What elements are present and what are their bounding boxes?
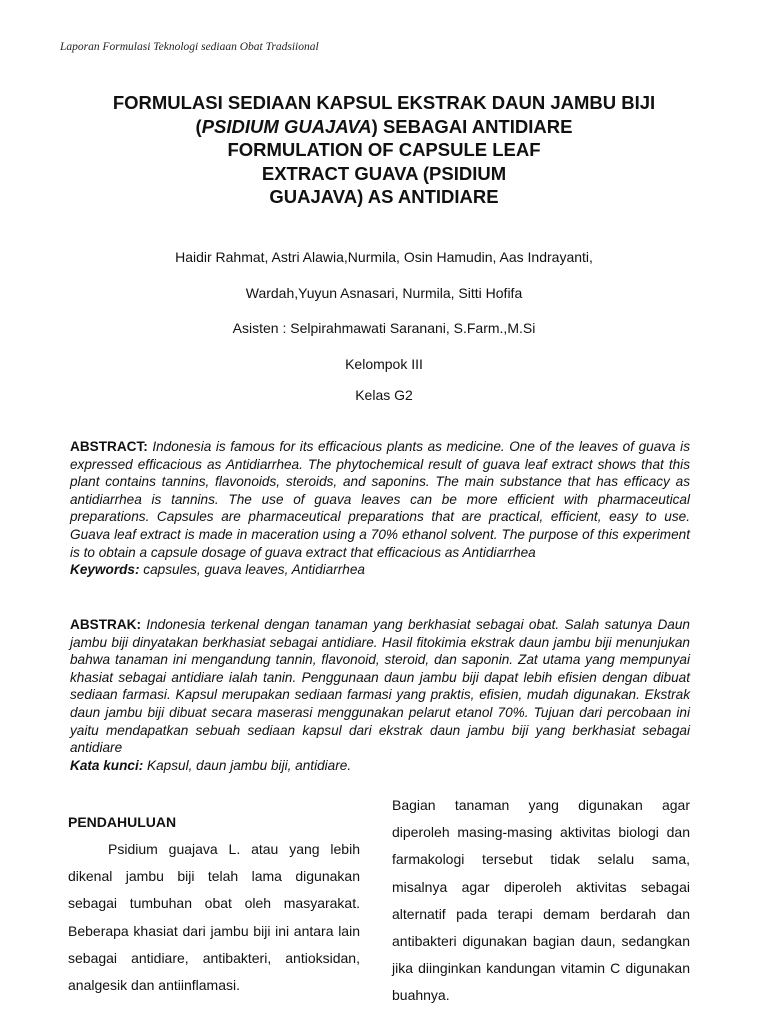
keywords-text: capsules, guava leaves, Antidiarrhea (139, 562, 365, 578)
abstract-indonesian (70, 616, 690, 774)
title-line-5: GUAJAVA) AS ANTIDIARE (269, 186, 499, 207)
title-line-3: FORMULATION OF CAPSULE LEAF (227, 139, 541, 160)
abstract-text: Indonesia is famous for its efficacious plants as medicine. One of the leaves of guava is expressed efficacious as Antidiarrhea. The phytochemical result of guava leaf extract shows that this plant contains tannins, flavonoids, steroids, and saponins. The main substance that has efficacy as antidiarrhea is tannins. The use of guava leaves can be more efficient with pharmaceutical preparations. Capsules are pharmaceutical preparations that are practical, efficient, easy to use. Guava leaf extract is made in maceration using a 70% ethanol solvent. The purpose of this experiment is to obtain a capsule dosage of guava extract that efficacious as Antidiarrhea (70, 439, 690, 560)
class-line: Kelas G2 (355, 387, 413, 403)
abstrak-text: Indonesia terkenal dengan tanaman yang berkhasiat sebagai obat. Salah satunya Daun jambu biji dinyatakan berkhasiat sebagai antidiare. Hasil fitokimia ekstrak daun jambu biji menunjukan bahwa tanaman ini mengandung tannin, flavonoid, steroid, dan saponin. Zat utama yang mempunyai khasiat sebagai antidiare ialah tanin. Penggunaan daun jambu biji dapat lebih efisien dengan dibuat sediaan farmasi. Kapsul merupakan sediaan farmasi yang praktis, efisien, mudah digunakan. Ekstrak daun jambu biji dibuat secara maserasi menggunakan pelarut etanol 70%. Tujuan dari percobaan ini yaitu mendapatkan sebuah sediaan kapsul dari ekstrak daun jambu biji yang berkhasiat sebagai antidiare (70, 617, 690, 756)
kata-kunci-label: Kata kunci: (70, 757, 144, 773)
kata-kunci-text: Kapsul, daun jambu biji, antidiare. (143, 757, 352, 773)
title-line-1: FORMULASI SEDIAAN KAPSUL EKSTRAK DAUN JAMBU BIJI (112, 92, 656, 113)
kata-kunci-line (70, 757, 690, 775)
abstract-label: ABSTRACT: (70, 439, 148, 454)
title-line-2: (PSIDIUM GUAJAVA) SEBAGAI ANTIDIARE (195, 115, 573, 137)
keywords-line (70, 561, 690, 579)
authors-line-2: Wardah,Yuyun Asnasari, Nurmila, Sitti Hofifa (245, 285, 523, 301)
title-line-4: EXTRACT GUAVA (PSIDIUM (261, 162, 507, 184)
intro-left-column: Psidium guajava L. atau yang lebih dikenal jambu biji telah lama digunakan sebagai tumbuhan obat oleh masyarakat. Beberapa khasiat dari jambu biji ini antara lain sebagai antidiare, antibakteri, antioksidan, analgesik dan antiinflamasi. (68, 841, 360, 994)
abstract-english (70, 438, 690, 579)
authors-line-1: Haidir Rahmat, Astri Alawia,Nurmila, Osin Hamudin, Aas Indrayanti, (175, 249, 593, 265)
running-header: Laporan Formulasi Teknologi sediaan Obat Tradsiional (60, 41, 319, 53)
abstrak-label: ABSTRAK: (70, 617, 141, 632)
section-heading-pendahuluan: PENDAHULUAN (68, 814, 177, 830)
title-species-italic: PSIDIUM GUAJAVA (201, 115, 372, 137)
paper-title (40, 91, 728, 209)
group-line: Kelompok III (345, 356, 423, 372)
assistant-line: Asisten : Selpirahmawati Saranani, S.Farm.,M.Si (232, 320, 536, 336)
keywords-label: Keywords: (70, 562, 140, 578)
intro-right-column: Bagian tanaman yang digunakan agar diperoleh masing-masing aktivitas biologi dan farmakologi tersebut tidak selalu sama, misalnya agar diperoleh aktivitas sebagai alternatif pada terapi demam berdarah dan antibakteri digunakan bagian daun, sedangkan jika diinginkan kandungan vitamin C digunakan buahnya. (392, 797, 690, 1004)
